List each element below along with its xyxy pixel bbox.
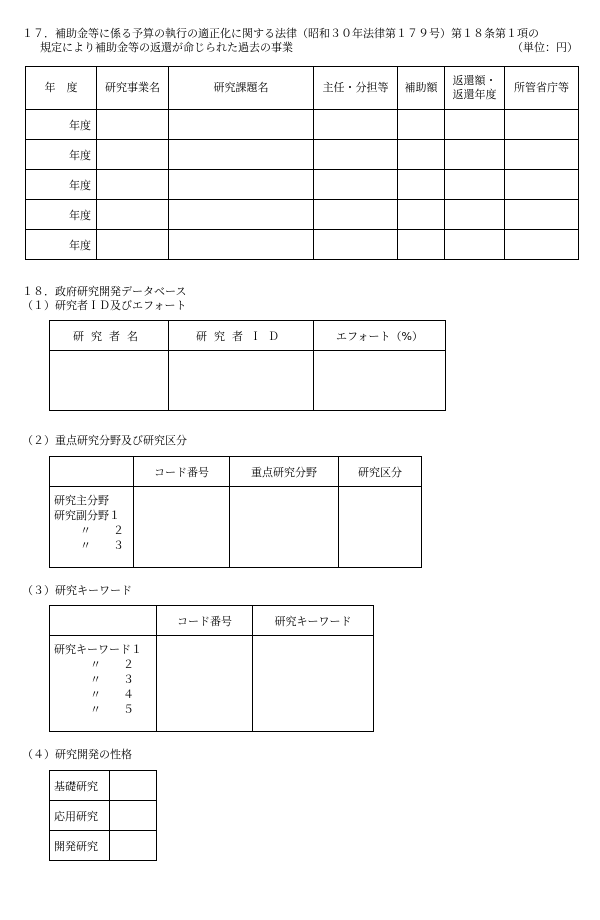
- year-cell: 年度: [26, 200, 97, 230]
- label-keyword-5: 〃 ５: [90, 703, 134, 716]
- table-row: [26, 170, 579, 200]
- header-refund: [445, 67, 505, 110]
- year-cell: 年度: [26, 110, 97, 140]
- header-priority-field: 重点研究分野: [230, 457, 339, 487]
- label-keyword-4: 〃 ４: [90, 688, 134, 701]
- table-row: [26, 110, 579, 140]
- label-main-field: 研究主分野: [54, 494, 109, 507]
- header-keyword: 研究キーワード: [253, 606, 374, 636]
- table-row: [50, 771, 157, 801]
- table-row: [26, 140, 579, 170]
- section-18-1-title: （１）研究者ＩＤ及びエフォート: [22, 299, 187, 312]
- header-research-theme: 研究課題名: [169, 67, 314, 110]
- section-18-3-title: （３）研究キーワード: [22, 584, 132, 597]
- keyword-table: [49, 605, 374, 732]
- checkbox-applied-research[interactable]: [110, 801, 157, 831]
- header-project-name: 研究事業名: [97, 67, 169, 110]
- header-code-number: コード番号: [134, 457, 230, 487]
- research-nature-table: [49, 770, 157, 861]
- field-row-labels: [50, 487, 134, 568]
- section-17-unit: （単位：円）: [512, 41, 578, 54]
- section-18-2-title: （２）重点研究分野及び研究区分: [22, 434, 187, 447]
- header-refund-amount: 返還額・: [452, 74, 497, 87]
- header-researcher-name: 研究者名: [50, 321, 169, 351]
- research-field-table: [49, 456, 422, 568]
- section-18-title: １８．政府研究開発データベース: [22, 285, 187, 298]
- year-cell: 年度: [26, 170, 97, 200]
- label-development-research: 開発研究: [50, 831, 110, 861]
- section-17-title-line2: 規定により補助金等の返還が命じられた過去の事業: [40, 41, 293, 54]
- header-ministry: 所管省庁等: [505, 67, 579, 110]
- section-17-title-line1: １７．補助金等に係る予算の執行の適正化に関する法律（昭和３０年法律第１７９号）第１８条第１項の: [22, 27, 539, 40]
- header-refund-year: 返還年度: [452, 88, 497, 101]
- header-effort: エフォート（%）: [314, 321, 446, 351]
- year-cell: 年度: [26, 230, 97, 260]
- past-refund-table: [25, 66, 579, 260]
- label-keyword-1: 研究キーワード１: [54, 643, 142, 656]
- table-row: [50, 351, 446, 411]
- researcher-id-table: [49, 320, 446, 411]
- label-applied-research: 応用研究: [50, 801, 110, 831]
- header-role: 主任・分担等: [314, 67, 398, 110]
- table-row: [26, 230, 579, 260]
- label-sub-field-1: 研究副分野１: [54, 509, 120, 522]
- checkbox-basic-research[interactable]: [110, 771, 157, 801]
- table-row: [50, 636, 374, 732]
- table-row: [50, 831, 157, 861]
- label-sub-field-2: 〃 ２: [80, 524, 124, 537]
- label-basic-research: 基礎研究: [50, 771, 110, 801]
- section-18-4-title: （４）研究開発の性格: [22, 748, 132, 761]
- year-cell: 年度: [26, 140, 97, 170]
- table-row: [26, 200, 579, 230]
- table-row: [50, 801, 157, 831]
- label-sub-field-3: 〃 ３: [80, 539, 124, 552]
- label-keyword-3: 〃 ３: [90, 673, 134, 686]
- header-subsidy-amount: 補助額: [398, 67, 445, 110]
- checkbox-development-research[interactable]: [110, 831, 157, 861]
- table-row: [50, 487, 422, 568]
- header-research-category: 研究区分: [339, 457, 422, 487]
- label-keyword-2: 〃 ２: [90, 658, 134, 671]
- keyword-row-labels: [50, 636, 157, 732]
- header-code-number: コード番号: [157, 606, 253, 636]
- header-researcher-id: 研究者ＩＤ: [169, 321, 314, 351]
- header-fiscal-year: 年 度: [26, 67, 97, 110]
